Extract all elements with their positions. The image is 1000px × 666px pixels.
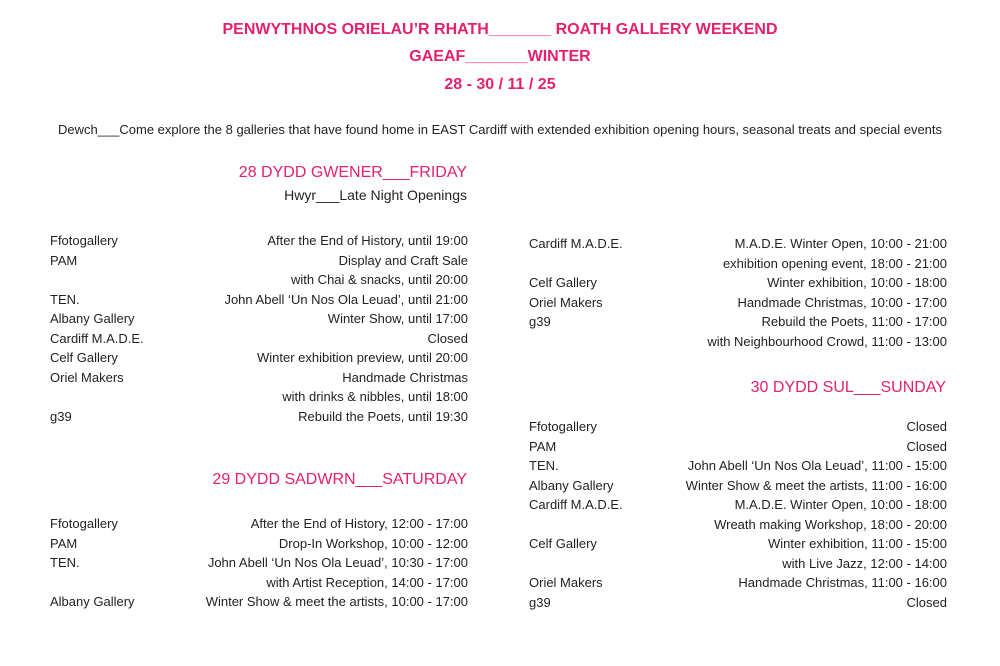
venue-name: Oriel Makers: [529, 575, 603, 590]
venue-name: Ffotogallery: [529, 419, 597, 434]
schedule-row: [529, 332, 947, 352]
event-detail: Closed: [906, 594, 947, 610]
venue-name: PAM: [529, 438, 557, 454]
event-detail: Closed: [906, 438, 947, 454]
schedule-row: [50, 309, 468, 329]
schedule-row: [529, 234, 947, 254]
page-title: PENWYTHNOS ORIELAU’R RHATH_______ ROATH GALLERY WEEKEND: [222, 21, 778, 38]
saturday-schedule-continued: [529, 234, 947, 351]
event-detail: Winter Show & meet the artists, 10:00 - 17:00: [205, 594, 468, 609]
event-detail: Rebuild the Poets, until 19:30: [298, 408, 468, 424]
schedule-row: [529, 293, 947, 313]
venue-name: Ffotogallery: [50, 233, 118, 248]
schedule-row: [529, 554, 947, 574]
friday-heading: 28 DYDD GWENER___FRIDAY: [238, 164, 467, 181]
schedule-row: [50, 270, 468, 290]
schedule-row: [50, 407, 468, 427]
schedule-row: [50, 231, 468, 251]
event-detail: John Abell ‘Un Nos Ola Leuad’, 10:30 - 17:00: [207, 555, 468, 570]
sunday-schedule: [529, 417, 947, 612]
event-detail: exhibition opening event, 18:00 - 21:00: [722, 255, 947, 271]
friday-schedule: [50, 231, 468, 426]
schedule-row: [50, 329, 468, 349]
saturday-schedule: [50, 514, 468, 612]
venue-name: Celf Gallery: [529, 536, 597, 551]
venue-name: Albany Gallery: [50, 311, 135, 326]
schedule-row: [50, 553, 468, 573]
event-detail: Winter exhibition, 11:00 - 15:00: [768, 536, 947, 551]
schedule-row: [50, 348, 468, 368]
venue-name: Oriel Makers: [50, 369, 124, 385]
event-detail: M.A.D.E. Winter Open, 10:00 - 18:00: [734, 497, 947, 512]
venue-name: TEN.: [50, 291, 80, 307]
event-detail: Display and Craft Sale: [338, 252, 468, 268]
schedule-row: [50, 251, 468, 271]
schedule-row: [529, 417, 947, 437]
venue-name: g39: [50, 408, 72, 424]
schedule-row: [50, 573, 468, 593]
event-detail: M.A.D.E. Winter Open, 10:00 - 21:00: [734, 236, 947, 251]
schedule-row: [50, 534, 468, 554]
venue-name: g39: [529, 314, 551, 329]
venue-name: Cardiff M.A.D.E.: [529, 497, 623, 512]
schedule-row: [529, 515, 947, 535]
event-dates: 28 - 30 / 11 / 25: [444, 76, 556, 93]
event-detail: with Neighbourhood Crowd, 11:00 - 13:00: [707, 333, 947, 349]
event-detail: Winter Show, until 17:00: [327, 311, 468, 326]
venue-name: TEN.: [529, 458, 559, 473]
event-detail: Wreath making Workshop, 18:00 - 20:00: [714, 516, 947, 532]
schedule-row: [50, 290, 468, 310]
event-detail: Winter exhibition, 10:00 - 18:00: [767, 275, 947, 290]
event-detail: John Abell ‘Un Nos Ola Leuad’, 11:00 - 15:00: [687, 458, 947, 473]
saturday-heading: 29 DYDD SADWRN___SATURDAY: [212, 471, 467, 488]
event-detail: Closed: [427, 330, 468, 346]
venue-name: Cardiff M.A.D.E.: [529, 236, 623, 251]
schedule-row: [529, 476, 947, 496]
event-detail: Handmade Christmas: [342, 369, 468, 385]
schedule-row: [50, 387, 468, 407]
schedule-row: [529, 312, 947, 332]
venue-name: PAM: [50, 535, 78, 551]
venue-name: Celf Gallery: [50, 350, 118, 365]
venue-name: Ffotogallery: [50, 516, 118, 531]
schedule-row: [529, 495, 947, 515]
event-detail: Handmade Christmas, 11:00 - 16:00: [738, 575, 947, 590]
schedule-row: [529, 534, 947, 554]
venue-name: Albany Gallery: [529, 477, 614, 493]
venue-name: TEN.: [50, 555, 80, 570]
event-detail: Winter Show & meet the artists, 11:00 - 16:00: [685, 477, 947, 493]
venue-name: Celf Gallery: [529, 275, 597, 290]
event-detail: After the End of History, until 19:00: [267, 233, 468, 248]
event-detail: Drop-In Workshop, 10:00 - 12:00: [278, 535, 468, 551]
venue-name: Cardiff M.A.D.E.: [50, 330, 144, 346]
venue-name: PAM: [50, 252, 78, 268]
event-detail: Closed: [906, 419, 947, 434]
schedule-row: [529, 593, 947, 613]
season-title: GAEAF_______WINTER: [409, 48, 591, 65]
event-detail: with Artist Reception, 14:00 - 17:00: [266, 574, 468, 590]
schedule-row: [529, 573, 947, 593]
event-detail: Handmade Christmas, 10:00 - 17:00: [737, 294, 947, 310]
schedule-row: [529, 456, 947, 476]
schedule-row: [529, 273, 947, 293]
friday-subheading: Hwyr___Late Night Openings: [284, 187, 467, 203]
schedule-row: [50, 592, 468, 612]
schedule-row: [529, 437, 947, 457]
event-detail: with Chai & snacks, until 20:00: [290, 272, 468, 287]
venue-name: Albany Gallery: [50, 594, 135, 609]
event-detail: with drinks & nibbles, until 18:00: [282, 389, 468, 404]
schedule-row: [529, 254, 947, 274]
schedule-row: [50, 514, 468, 534]
sunday-heading: 30 DYDD SUL___SUNDAY: [750, 379, 946, 396]
event-detail: John Abell ‘Un Nos Ola Leuad’, until 21:00: [224, 291, 468, 307]
schedule-row: [50, 368, 468, 388]
event-detail: with Live Jazz, 12:00 - 14:00: [782, 555, 947, 571]
event-detail: Rebuild the Poets, 11:00 - 17:00: [761, 314, 947, 329]
event-detail: Winter exhibition preview, until 20:00: [256, 350, 468, 365]
event-detail: After the End of History, 12:00 - 17:00: [250, 516, 468, 531]
intro-text: Dewch___Come explore the 8 galleries that have found home in EAST Cardiff with extended exhibition opening hours, seasonal treats and special events: [57, 122, 943, 137]
venue-name: g39: [529, 594, 551, 610]
venue-name: Oriel Makers: [529, 294, 603, 310]
